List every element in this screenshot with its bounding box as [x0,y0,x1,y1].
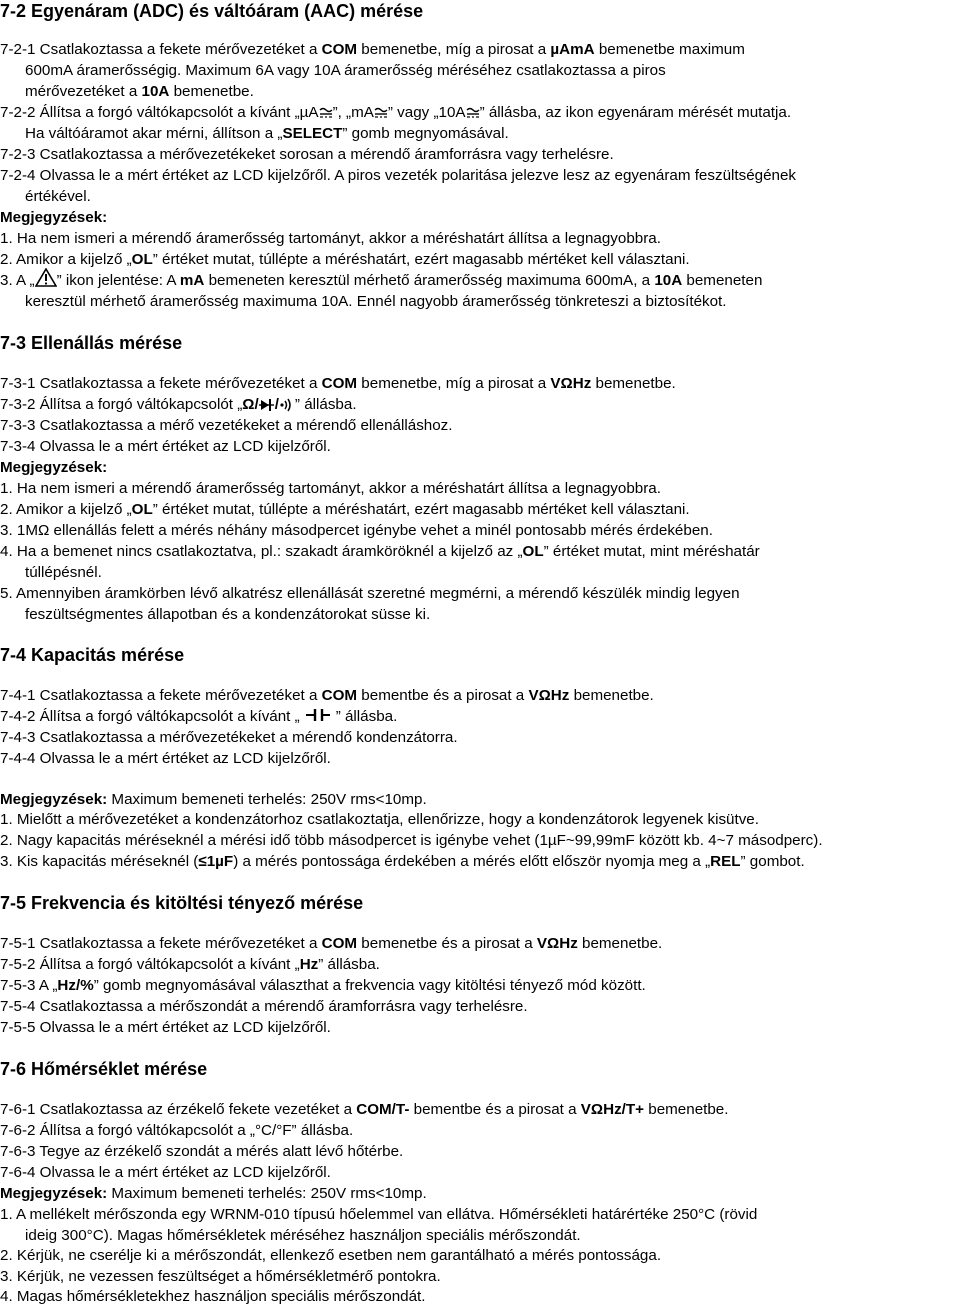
notes-line: Megjegyzések: Maximum bemeneti terhelés: 250V rms<10mp. [0,791,427,808]
step-7-5-4: 7-5-4 Csatlakoztassa a mérőszondát a mérendő áramforrásra vagy terhelésre. [0,998,528,1015]
step-7-4-2: 7-4-2 Állítsa a forgó váltókapcsolót a kívánt „ ” állásba. [0,708,398,725]
step-7-2-1-cont2: mérővezetéket a 10A bemenetbe. [25,83,254,100]
note-7-3-1: 1. Ha nem ismeri a mérendő áramerősség tartományt, akkor a méréshatárt állítsa a legnagyobbra. [0,480,661,497]
note-7-3-3: 3. 1MΩ ellenállás felett a mérés néhány másodpercet igénybe vehet a minél pontosabb mérés érdekében. [0,522,713,539]
ac-dc-icon [466,107,480,119]
step-7-5-1: 7-5-1 Csatlakoztassa a fekete mérővezetéket a COM bemenetbe és a pirosat a VΩHz bemenetbe. [0,935,663,952]
note-7-6-1-cont: ideig 300°C). Magas hőmérsékletek méréséhez használjon speciális mérőszondát. [25,1227,581,1244]
note-7-2-3-cont: keresztül mérhető áramerősség maximuma 10A. Ennél nagyobb áramerősség tönkreteszi a biztosítékot. [25,293,727,310]
step-7-5-5: 7-5-5 Olvassa le a mért értéket az LCD kijelzőről. [0,1019,331,1036]
section-7-2-title: 7-2 Egyenáram (ADC) és váltóáram (AAC) mérése [0,1,424,21]
note-7-2-2: 2. Amikor a kijelző „OL” értéket mutat, túllépte a méréshatárt, ezért magasabb mértéket kell választani. [0,251,690,268]
diode-icon [259,398,275,412]
section-7-3-title: 7-3 Ellenállás mérése [0,333,183,353]
note-7-6-2: 2. Kérjük, ne cserélje ki a mérőszondát, ellenkező esetben nem garantálható a mérés pontossága. [0,1247,662,1264]
ac-dc-icon [374,107,388,119]
note-7-6-4: 4. Magas hőmérsékletekhez használjon speciális mérőszondát. [0,1288,426,1305]
step-7-6-1: 7-6-1 Csatlakoztassa az érzékelő fekete vezetéket a COM/T- bementbe és a pirosat a VΩHz/T+ bemenetbe. [0,1101,729,1118]
step-7-6-3: 7-6-3 Tegye az érzékelő szondát a mérés alatt lévő hőtérbe. [0,1143,404,1160]
notes-heading: Megjegyzések: [0,459,108,476]
note-7-2-1: 1. Ha nem ismeri a mérendő áramerősség tartományt, akkor a méréshatárt állítsa a legnagyobbra. [0,230,661,247]
note-7-4-3: 3. Kis kapacitás méréseknél (≤1µF) a mérés pontossága érdekében a mérés előtt először nyomja meg a „REL” gombot. [0,853,805,870]
notes-line: Megjegyzések: Maximum bemeneti terhelés: 250V rms<10mp. [0,1185,427,1202]
note-7-3-5: 5. Amennyiben áramkörben lévő alkatrész ellenállását szeretné megmérni, a mérendő készülék mindig legyen [0,585,740,602]
note-7-4-2: 2. Nagy kapacitás méréseknél a mérési idő több másodpercet is igénybe vehet (1µF~99,99mF között kb. 4~7 másodperc). [0,832,823,849]
section-7-4-title: 7-4 Kapacitás mérése [0,645,185,665]
note-7-6-3: 3. Kérjük, ne vezessen feszültséget a hőmérsékletmérő pontokra. [0,1268,441,1285]
note-7-4-1: 1. Mielőtt a mérővezetéket a kondenzátorhoz csatlakoztatja, ellenőrizze, hogy a kondenzátorok legyenek kisütve. [0,811,759,828]
step-7-2-4-cont: értékével. [25,188,91,205]
step-7-3-3: 7-3-3 Csatlakoztassa a mérő vezetékeket a mérendő ellenálláshoz. [0,417,453,434]
section-7-5-title: 7-5 Frekvencia és kitöltési tényező mérése [0,893,364,913]
step-7-4-1: 7-4-1 Csatlakoztassa a fekete mérővezetéket a COM bementbe és a pirosat a VΩHz bemenetbe. [0,687,654,704]
note-7-6-1: 1. A mellékelt mérőszonda egy WRNM-010 típusú hőelemmel van ellátva. Hőmérsékleti határértéke 250°C (rövid [0,1206,758,1223]
step-7-4-4: 7-4-4 Olvassa le a mért értéket az LCD kijelzőről. [0,750,331,767]
step-7-3-1: 7-3-1 Csatlakoztassa a fekete mérővezetéket a COM bemenetbe, míg a pirosat a VΩHz bemenetbe. [0,375,676,392]
note-7-3-5-cont: feszültségmentes állapotban és a kondenzátorokat süsse ki. [25,606,431,623]
step-7-5-3: 7-5-3 A „Hz/%” gomb megnyomásával választhat a frekvencia vagy kitöltési tényező mód között. [0,977,646,994]
step-7-2-3: 7-2-3 Csatlakoztassa a mérővezetékeket sorosan a mérendő áramforrásra vagy terhelésre. [0,146,614,163]
step-7-2-1-cont: 600mA áramerősségig. Maximum 6A vagy 10A áramerősség méréséhez csatlakoztassa a piros [25,62,666,79]
step-7-6-2: 7-6-2 Állítsa a forgó váltókapcsolót a „°C/°F” állásba. [0,1122,354,1139]
step-7-2-2-cont: Ha váltóáramot akar mérni, állítson a „SELECT” gomb megnyomásával. [25,125,509,142]
note-7-2-3: 3. A „ ” ikon jelentése: A mA bemeneten keresztül mérhető áramerősség maximuma 600mA, a 10A bemeneten [0,271,762,290]
capacitor-icon [300,707,336,723]
note-7-3-4: 4. Ha a bemenet nincs csatlakoztatva, pl.: szakadt áramköröknél a kijelző az „OL” értéket mutat, mint méréshatár [0,543,760,560]
note-7-3-2: 2. Amikor a kijelző „OL” értéket mutat, túllépte a méréshatárt, ezért magasabb mértéket kell választani. [0,501,690,518]
step-7-2-4: 7-2-4 Olvassa le a mért értéket az LCD kijelzőről. A piros vezeték polaritása jelezve lesz az egyenáram feszültségének [0,167,797,184]
step-7-3-2: 7-3-2 Állítsa a forgó váltókapcsolót „Ω/ / ” állásba. [0,396,357,413]
step-7-2-1: 7-2-1 Csatlakoztassa a fekete mérővezetéket a COM bemenetbe, míg a pirosat a µAmA bemenetbe maximum [0,41,745,58]
step-7-4-3: 7-4-3 Csatlakoztassa a mérővezetékeket a mérendő kondenzátorra. [0,729,458,746]
step-7-6-4: 7-6-4 Olvassa le a mért értéket az LCD kijelzőről. [0,1164,331,1181]
continuity-buzzer-icon [279,398,295,412]
step-7-3-4: 7-3-4 Olvassa le a mért értéket az LCD kijelzőről. [0,438,331,455]
note-7-3-4-cont: túllépésnél. [25,564,102,581]
section-7-6-title: 7-6 Hőmérséklet mérése [0,1059,208,1079]
notes-heading: Megjegyzések: [0,209,108,226]
ac-dc-icon [319,107,333,119]
step-7-5-2: 7-5-2 Állítsa a forgó váltókapcsolót a kívánt „Hz” állásba. [0,956,380,973]
step-7-2-2: 7-2-2 Állítsa a forgó váltókapcsolót a kívánt „µA ”, „mA ” vagy „10A ” állásba, az ikon egyenáram mérését mutatja. [0,104,792,121]
warning-triangle-icon [35,268,57,287]
